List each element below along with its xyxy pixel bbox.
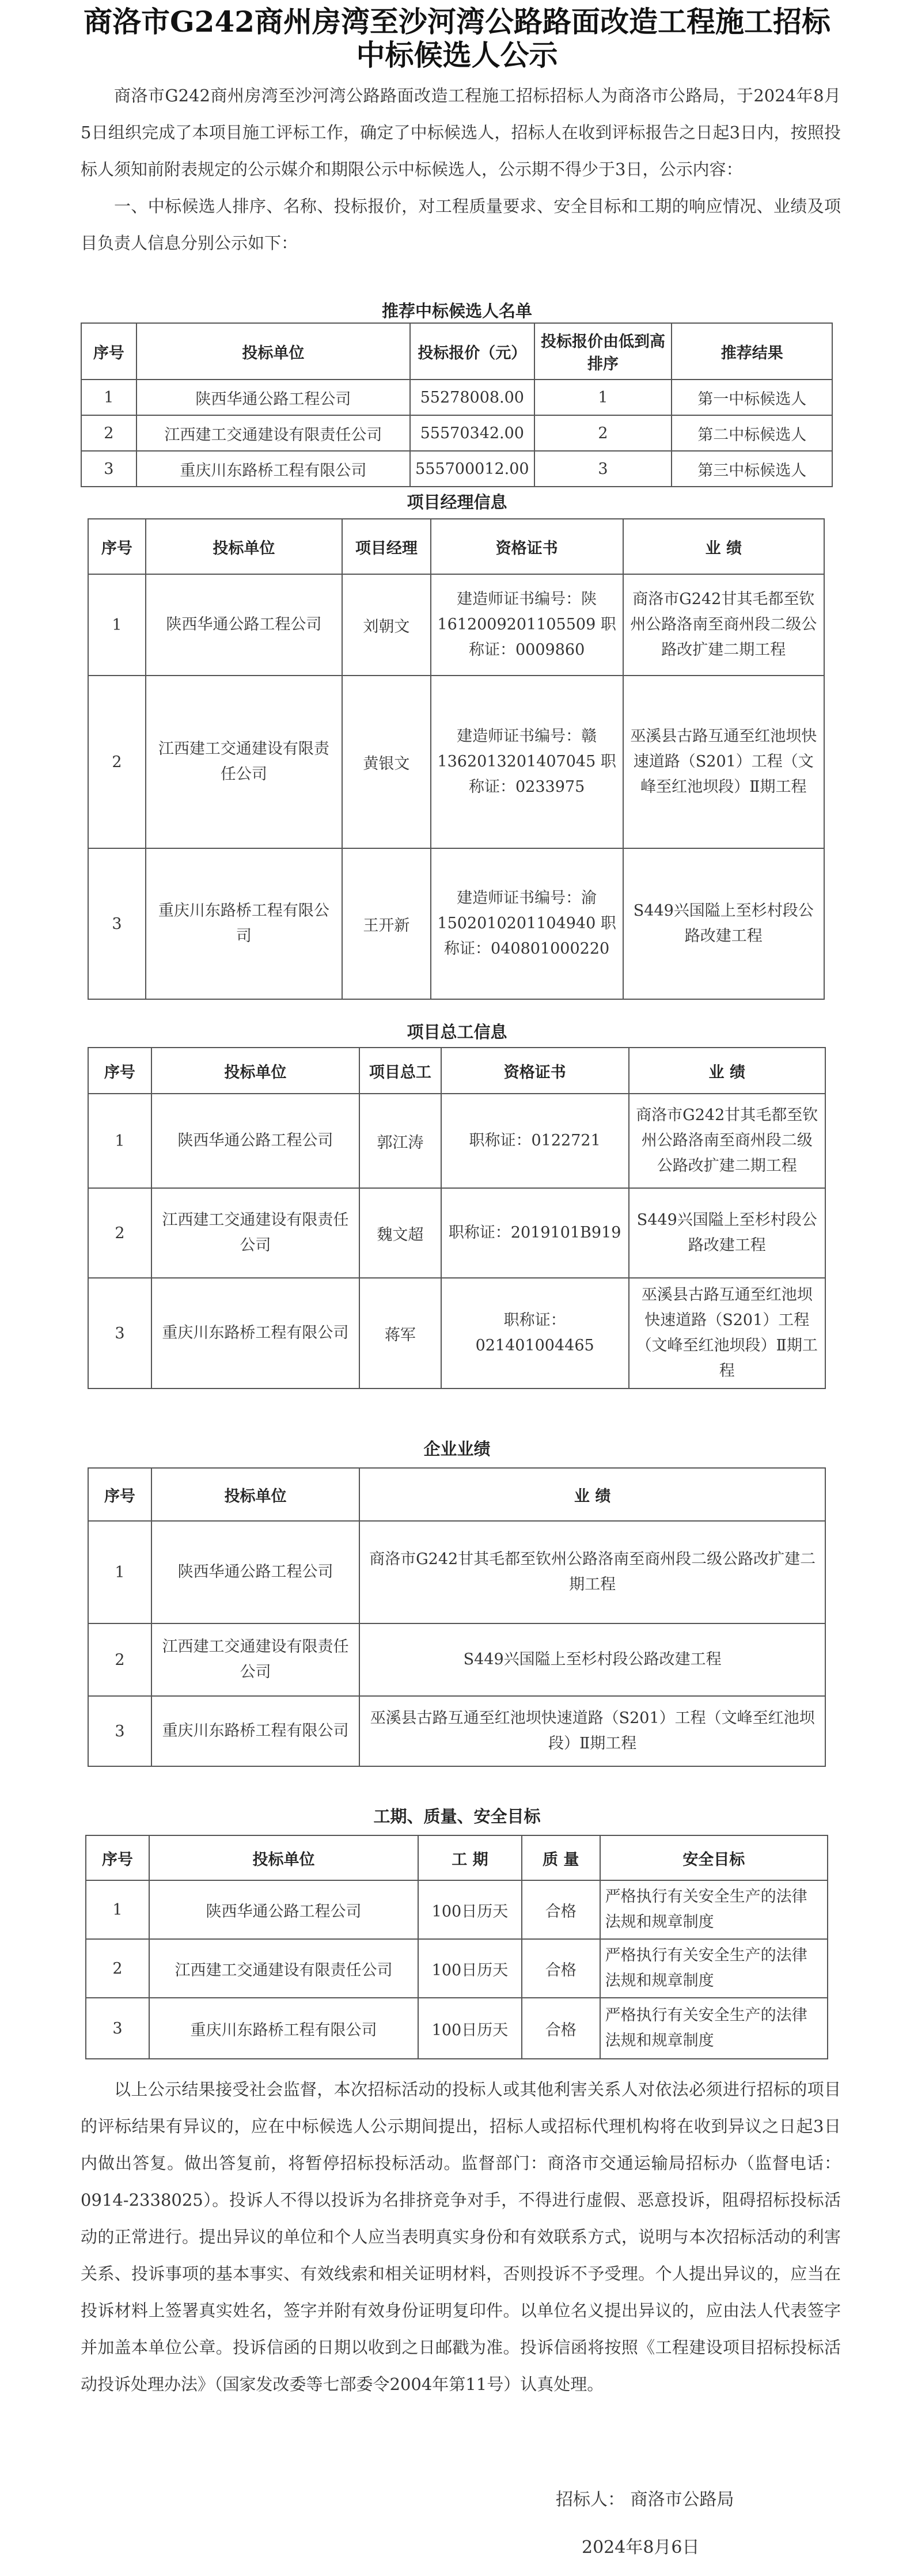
col-header: 投标单位 [151, 1048, 359, 1094]
col-header: 项目经理 [342, 519, 431, 574]
col-header: 业 绩 [623, 519, 824, 574]
col-header: 质 量 [522, 1835, 600, 1880]
table-row [88, 848, 824, 999]
table2-caption: 项目经理信息 [407, 492, 507, 512]
cell: 重庆川东路桥工程有限公司 [151, 1696, 359, 1766]
cell: 2 [88, 676, 146, 848]
title-line-1: 商洛市G242商州房湾至沙河湾公路路面改造工程施工招标 [83, 5, 831, 39]
table1-caption: 推荐中标候选人名单 [381, 301, 532, 321]
cell: 商洛市G242甘其毛都至钦州公路洛南至商州段二级公路改扩建二期工程 [623, 574, 824, 676]
cell: 严格执行有关安全生产的法律法规和规章制度 [600, 1880, 828, 1939]
cell: 建造师证书编号：赣1362013201407045 职称证：0233975 [431, 676, 623, 848]
chief-engineer-table [88, 1047, 826, 1389]
company-performance-table [88, 1467, 826, 1767]
col-header: 投标报价由低到高排序 [534, 323, 672, 380]
closing-paragraph: 以上公示结果接受社会监督，本次招标活动的投标人或其他利害关系人对依法必须进行招标的项目的评标结果有异议的，应在中标候选人公示期间提出，招标人或招标代理机构将在收到异议之日起3日内做出答复。做出答复前，将暂停招标投标活动。监督部门：商洛市交通运输局招标办（监督电话：0914-2338025）。投诉人不得以投诉为名排挤竞争对手，不得进行虚假、恶意投诉，阻碍招标投标活动的正常进行。提出异议的单位和个人应当表明真实身份和有效联系方式，说明与本次招标活动的利害关系、投诉事项的基本事实、有效线索和相关证明材料，否则投诉不予受理。个人提出异议的，应当在投诉材料上签署真实姓名，签字并附有效身份证明复印件。以单位名义提出异议的，应由法人代表签字并加盖本单位公章。投诉信函的日期以收到之日邮戳为准。投诉信函将按照《工程建设项目招标投标活动投诉处理办法》（国家发改委等七部委令2004年第11号）认真处理。 [81, 2080, 841, 2394]
cell: 严格执行有关安全生产的法律法规和规章制度 [600, 1998, 828, 2059]
cell: 55278008.00 [410, 380, 534, 415]
cell: 江西建工交通建设有限责任公司 [151, 1188, 359, 1278]
cell: 江西建工交通建设有限责任公司 [136, 415, 410, 451]
candidate-table [81, 323, 833, 487]
cell: 第一中标候选人 [672, 380, 832, 415]
cell: 555700012.00 [410, 451, 534, 487]
cell: 2 [88, 1188, 151, 1278]
cell: 1 [88, 1094, 151, 1188]
col-header: 序号 [88, 1468, 151, 1521]
cell: 巫溪县古路互通至红池坝快速道路（S201）工程（文峰至红池坝段）Ⅱ期工程 [359, 1696, 825, 1766]
col-header: 业 绩 [359, 1468, 825, 1521]
cell: S449兴国隘上至杉村段公路改建工程 [359, 1623, 825, 1696]
cell: 巫溪县古路互通至红池坝快速道路（S201）工程（文峰至红池坝段）Ⅱ期工程 [623, 676, 824, 848]
col-header: 投标单位 [146, 519, 342, 574]
table-row [88, 1521, 825, 1623]
cell: 建造师证书编号：渝1502010201104940 职称证：040801000220 [431, 848, 623, 999]
col-header: 投标单位 [136, 323, 410, 380]
cell: 1 [86, 1880, 149, 1939]
table-row [88, 1094, 825, 1188]
cell: 黄银文 [342, 676, 431, 848]
col-header: 投标报价（元） [410, 323, 534, 380]
cell: 重庆川东路桥工程有限公司 [136, 451, 410, 487]
closing-section [81, 2071, 841, 2403]
title-line-2: 中标候选人公示 [356, 38, 558, 72]
cell: 100日历天 [418, 1939, 522, 1998]
cell: 3 [88, 848, 146, 999]
table-row [81, 451, 832, 487]
cell: 100日历天 [418, 1998, 522, 2059]
cell: 3 [534, 451, 672, 487]
cell: 江西建工交通建设有限责任公司 [146, 676, 342, 848]
cell: 重庆川东路桥工程有限公司 [149, 1998, 418, 2059]
cell: 1 [88, 1521, 151, 1623]
table-row [81, 380, 832, 415]
cell: 重庆川东路桥工程有限公司 [146, 848, 342, 999]
col-header: 业 绩 [629, 1048, 826, 1094]
cell: 刘朝文 [342, 574, 431, 676]
cell: 2 [534, 415, 672, 451]
table-row [88, 1188, 825, 1278]
cell: 第二中标候选人 [672, 415, 832, 451]
cell: 蒋军 [359, 1278, 441, 1388]
signature-date: 2024年8月6日 [582, 2537, 700, 2558]
col-header: 序号 [86, 1835, 149, 1880]
cell: 魏文超 [359, 1188, 441, 1278]
cell: 3 [81, 451, 136, 487]
cell: 合格 [522, 1998, 600, 2059]
cell: 陕西华通公路工程公司 [151, 1521, 359, 1623]
table-row [86, 1939, 828, 1998]
intro-paragraph: 商洛市G242商州房湾至沙河湾公路路面改造工程施工招标招标人为商洛市公路局，于2024年8月5日组织完成了本项目施工评标工作，确定了中标候选人，招标人在收到评标报告之日起3日内，按照投标人须知前附表规定的公示媒介和期限公示中标候选人，公示期不得少于3日，公示内容： [81, 86, 841, 179]
intro-section [81, 77, 841, 261]
cell: 职称证：021401004465 [441, 1278, 629, 1388]
cell: 陕西华通公路工程公司 [136, 380, 410, 415]
col-header: 工 期 [418, 1835, 522, 1880]
cell: 1 [88, 574, 146, 676]
cell: 职称证：2019101B919 [441, 1188, 629, 1278]
table4-caption: 企业业绩 [423, 1439, 491, 1459]
cell: 3 [88, 1696, 151, 1766]
intro-paragraph-2: 一、中标候选人排序、名称、投标报价，对工程质量要求、安全目标和工期的响应情况、业绩及项目负责人信息分别公示如下： [81, 196, 841, 253]
col-header: 序号 [88, 519, 146, 574]
cell: S449兴国隘上至杉村段公路改建工程 [623, 848, 824, 999]
cell: 严格执行有关安全生产的法律法规和规章制度 [600, 1939, 828, 1998]
table-row [88, 1696, 825, 1766]
cell: 建造师证书编号：陕1612009201105509 职称证：0009860 [431, 574, 623, 676]
cell: 2 [81, 415, 136, 451]
cell: 江西建工交通建设有限责任公司 [151, 1623, 359, 1696]
signature-tenderer: 招标人： 商洛市公路局 [556, 2490, 734, 2510]
cell: 王开新 [342, 848, 431, 999]
cell: 100日历天 [418, 1880, 522, 1939]
col-header: 推荐结果 [672, 323, 832, 380]
col-header: 投标单位 [149, 1835, 418, 1880]
cell: 1 [534, 380, 672, 415]
col-header: 安全目标 [600, 1835, 828, 1880]
cell: 3 [88, 1278, 151, 1388]
cell: 1 [81, 380, 136, 415]
cell: 巫溪县古路互通至红池坝快速道路（S201）工程（文峰至红池坝段）Ⅱ期工程 [629, 1278, 826, 1388]
table-row [88, 676, 824, 848]
col-header: 序号 [81, 323, 136, 380]
col-header: 投标单位 [151, 1468, 359, 1521]
cell: 第三中标候选人 [672, 451, 832, 487]
manager-table [88, 518, 825, 1000]
table-row [86, 1880, 828, 1939]
cell: 2 [86, 1939, 149, 1998]
cell: 陕西华通公路工程公司 [146, 574, 342, 676]
cell: 重庆川东路桥工程有限公司 [151, 1278, 359, 1388]
cell: 商洛市G242甘其毛都至钦州公路洛南至商州段二级公路改扩建二期工程 [359, 1521, 825, 1623]
table5-caption: 工期、质量、安全目标 [373, 1807, 541, 1826]
cell: 江西建工交通建设有限责任公司 [149, 1939, 418, 1998]
cell: 合格 [522, 1880, 600, 1939]
cell: 55570342.00 [410, 415, 534, 451]
col-header: 序号 [88, 1048, 151, 1094]
table-row [88, 1278, 825, 1388]
cell: 职称证：0122721 [441, 1094, 629, 1188]
col-header: 项目总工 [359, 1048, 441, 1094]
col-header: 资格证书 [431, 519, 623, 574]
col-header: 资格证书 [441, 1048, 629, 1094]
cell: 商洛市G242甘其毛都至钦州公路洛南至商州段二级公路改扩建二期工程 [629, 1094, 826, 1188]
table-row [88, 1623, 825, 1696]
table-row [81, 415, 832, 451]
table3-caption: 项目总工信息 [407, 1022, 507, 1042]
cell: 陕西华通公路工程公司 [149, 1880, 418, 1939]
cell: 2 [88, 1623, 151, 1696]
table-row [86, 1998, 828, 2059]
table-row [88, 574, 824, 676]
schedule-quality-safety-table [85, 1835, 828, 2059]
cell: S449兴国隘上至杉村段公路改建工程 [629, 1188, 826, 1278]
cell: 郭江涛 [359, 1094, 441, 1188]
cell: 陕西华通公路工程公司 [151, 1094, 359, 1188]
cell: 合格 [522, 1939, 600, 1998]
cell: 3 [86, 1998, 149, 2059]
